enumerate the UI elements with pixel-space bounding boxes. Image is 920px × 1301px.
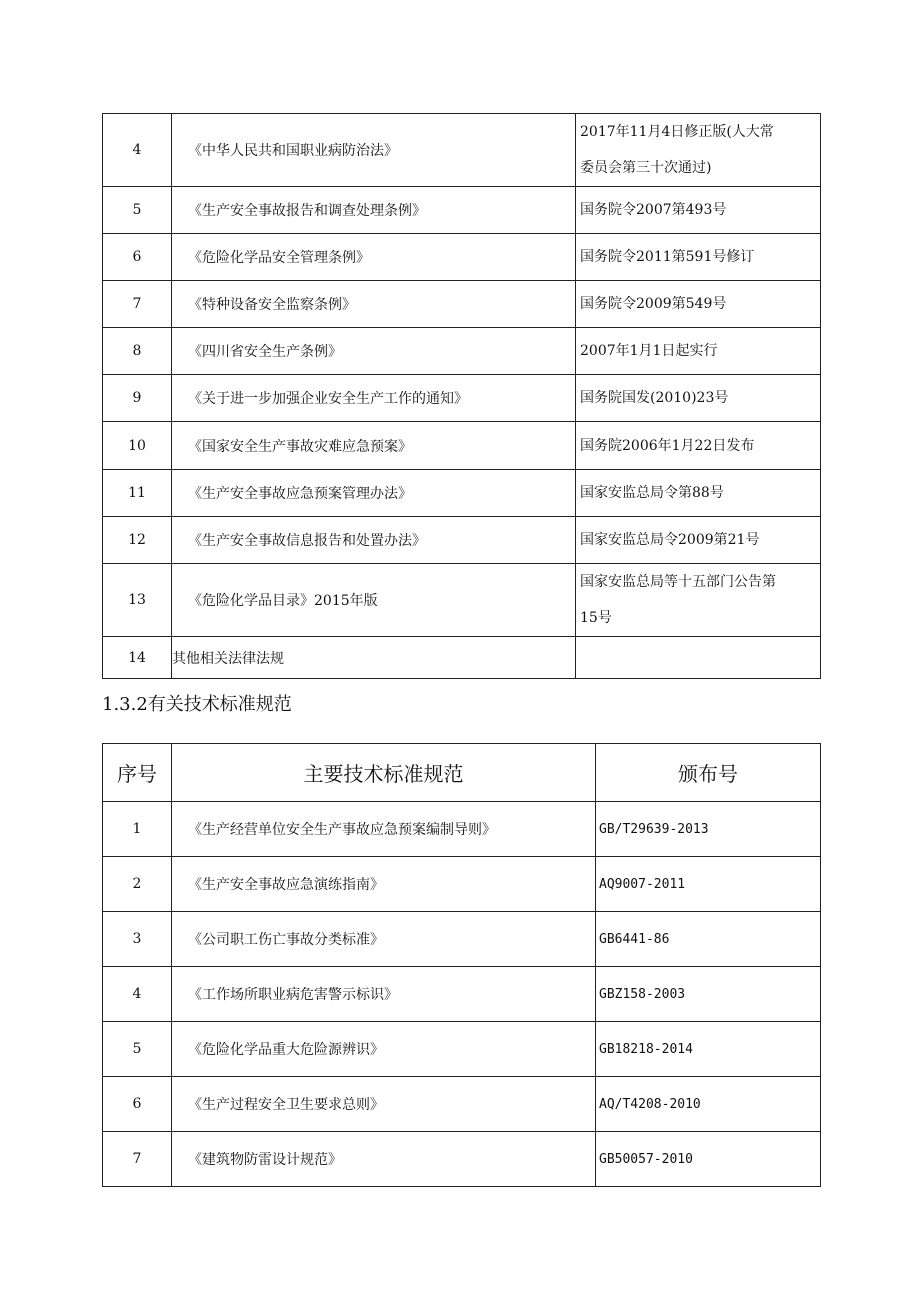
issuance-ref (576, 564, 821, 637)
row-number: 1 (103, 802, 172, 857)
header-issuance-number: 颁布号 (596, 744, 821, 802)
issuance-ref: 国务院令2011第591号修订 (576, 234, 821, 281)
regulation-name: 《生产安全事故报告和调查处理条例》 (172, 187, 576, 234)
ref-line: 委员会第三十次通过) (580, 160, 712, 176)
row-number: 2 (103, 857, 172, 912)
standard-code: GB50057-2010 (596, 1132, 821, 1187)
table-row (103, 802, 821, 857)
standards-table-header (103, 744, 821, 802)
row-number: 6 (103, 234, 172, 281)
issuance-ref: 国务院令2009第549号 (576, 281, 821, 328)
table-row (103, 187, 821, 234)
row-number: 12 (103, 517, 172, 564)
standard-code: GB6441-86 (596, 912, 821, 967)
standard-name: 《生产经营单位安全生产事故应急预案编制导则》 (172, 802, 596, 857)
laws-table (102, 113, 821, 679)
table-row (103, 375, 821, 422)
table-row (103, 234, 821, 281)
row-number: 8 (103, 328, 172, 375)
row-number: 13 (103, 564, 172, 637)
row-number: 6 (103, 1077, 172, 1132)
standard-code: GB/T29639-2013 (596, 802, 821, 857)
table-row (103, 517, 821, 564)
ref-line: 15号 (580, 610, 612, 626)
table-row (103, 281, 821, 328)
standard-name: 《公司职工伤亡事故分类标准》 (172, 912, 596, 967)
ref-line: 2017年11月4日修正版(人大常 (580, 124, 774, 140)
table-row (103, 857, 821, 912)
table-row (103, 470, 821, 517)
standard-code: AQ/T4208-2010 (596, 1077, 821, 1132)
standard-name: 《危险化学品重大危险源辨识》 (172, 1022, 596, 1077)
issuance-ref (576, 114, 821, 187)
standard-code: AQ9007-2011 (596, 857, 821, 912)
regulation-name: 《关于进一步加强企业安全生产工作的通知》 (172, 375, 576, 422)
table-row (103, 564, 821, 637)
row-number: 9 (103, 375, 172, 422)
standard-code: GB18218-2014 (596, 1022, 821, 1077)
issuance-ref: 2007年1月1日起实行 (576, 328, 821, 375)
row-number: 4 (103, 114, 172, 187)
table-row (103, 1132, 821, 1187)
regulation-name: 《中华人民共和国职业病防治法》 (172, 114, 576, 187)
regulation-name: 《生产安全事故应急预案管理办法》 (172, 470, 576, 517)
regulation-name: 其他相关法律法规 (172, 637, 576, 679)
issuance-ref: 国务院国发(2010)23号 (576, 375, 821, 422)
issuance-ref: 国家安监总局令第88号 (576, 470, 821, 517)
row-number: 4 (103, 967, 172, 1022)
row-number: 5 (103, 187, 172, 234)
standards-table-body (103, 802, 821, 1187)
table-row (103, 328, 821, 375)
section-title: 1.3.2有关技术标准规范 (102, 694, 292, 715)
standard-name: 《工作场所职业病危害警示标识》 (172, 967, 596, 1022)
table-row (103, 912, 821, 967)
standard-name: 《生产安全事故应急演练指南》 (172, 857, 596, 912)
issuance-ref (576, 637, 821, 679)
row-number: 5 (103, 1022, 172, 1077)
row-number: 3 (103, 912, 172, 967)
issuance-ref: 国务院令2007第493号 (576, 187, 821, 234)
ref-line: 国家安监总局等十五部门公告第 (580, 574, 776, 590)
table-row (103, 422, 821, 470)
standards-table (102, 743, 821, 1187)
header-number: 序号 (103, 744, 172, 802)
standard-name: 《生产过程安全卫生要求总则》 (172, 1077, 596, 1132)
issuance-ref: 国家安监总局令2009第21号 (576, 517, 821, 564)
standard-name: 《建筑物防雷设计规范》 (172, 1132, 596, 1187)
row-number: 10 (103, 422, 172, 470)
table-row (103, 1022, 821, 1077)
issuance-ref: 国务院2006年1月22日发布 (576, 422, 821, 470)
row-number: 11 (103, 470, 172, 517)
regulation-name: 《生产安全事故信息报告和处置办法》 (172, 517, 576, 564)
table-row (103, 1077, 821, 1132)
row-number: 14 (103, 637, 172, 679)
table-row (103, 114, 821, 187)
row-number: 7 (103, 281, 172, 328)
row-number: 7 (103, 1132, 172, 1187)
table-row (103, 637, 821, 679)
regulation-name: 《特种设备安全监察条例》 (172, 281, 576, 328)
regulation-name: 《危险化学品安全管理条例》 (172, 234, 576, 281)
regulation-name: 《危险化学品目录》2015年版 (172, 564, 576, 637)
header-row (103, 744, 821, 802)
standard-code: GBZ158-2003 (596, 967, 821, 1022)
regulation-name: 《四川省安全生产条例》 (172, 328, 576, 375)
header-standard-name: 主要技术标准规范 (172, 744, 596, 802)
laws-table-body (103, 114, 821, 679)
regulation-name: 《国家安全生产事故灾难应急预案》 (172, 422, 576, 470)
table-row (103, 967, 821, 1022)
